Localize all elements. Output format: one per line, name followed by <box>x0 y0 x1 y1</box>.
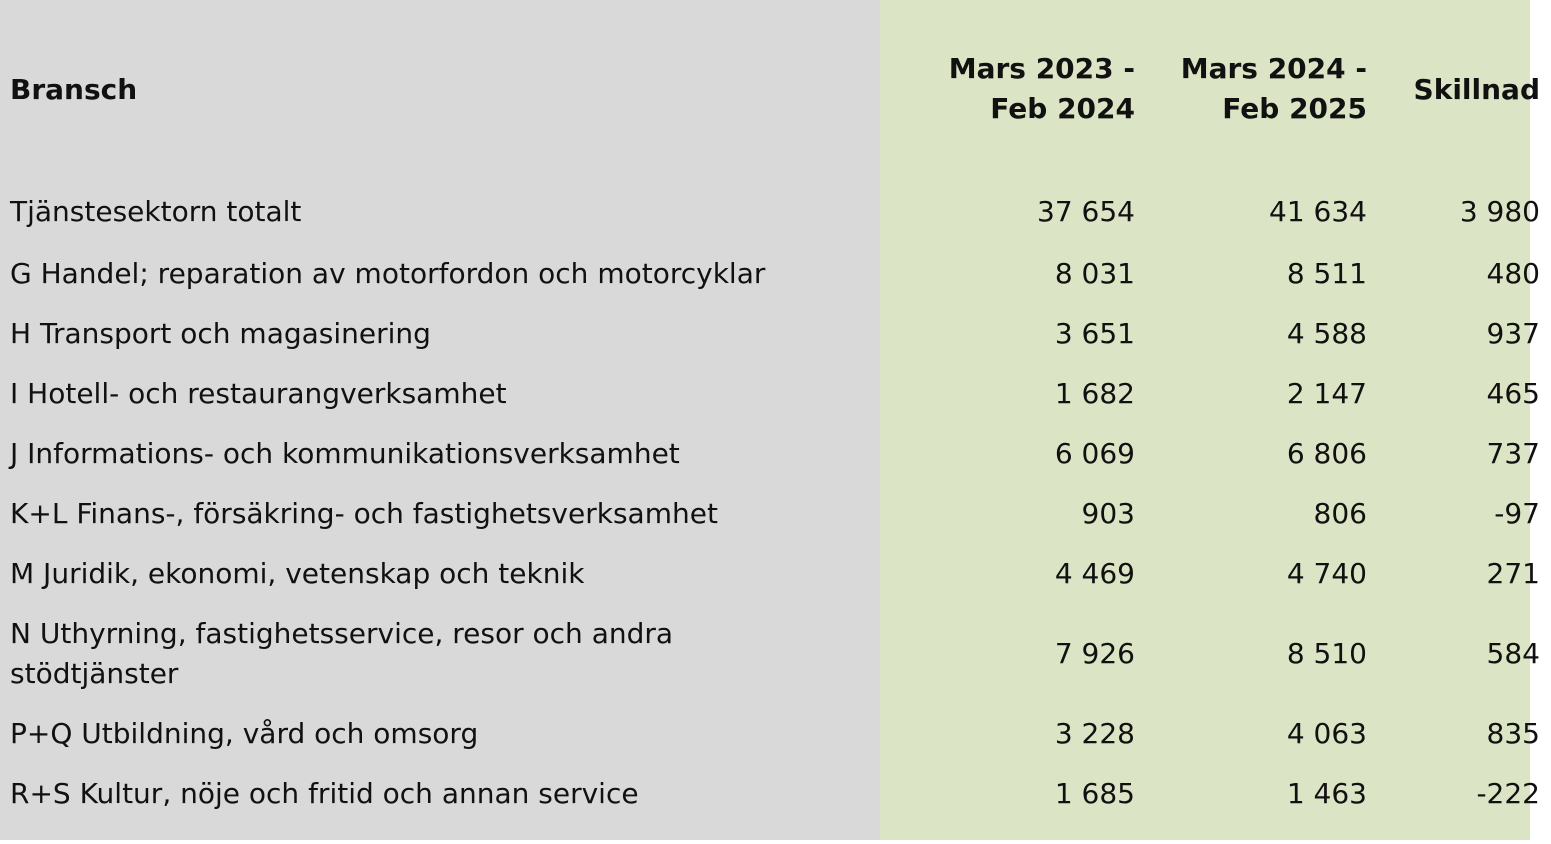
row-value-period-2: 4 063 <box>1286 717 1367 750</box>
row-difference: 465 <box>1486 377 1540 410</box>
row-name: I Hotell- och restaurangverksamhet <box>10 377 507 410</box>
row-name: H Transport och magasinering <box>10 317 431 350</box>
row-value-period-2: 4 588 <box>1286 317 1367 350</box>
row-difference: 480 <box>1486 257 1540 290</box>
table-row <box>0 484 1551 544</box>
row-value-period-1: 3 228 <box>1054 717 1135 750</box>
row-name: M Juridik, ekonomi, vetenskap och teknik <box>10 557 585 590</box>
header-skillnad: Skillnad <box>1413 73 1540 106</box>
row-value-period-2: 2 147 <box>1286 377 1367 410</box>
row-value-period-2: 806 <box>1313 497 1367 530</box>
row-name: N Uthyrning, fastighetsservice, resor och andra stödtjänster <box>10 617 674 690</box>
row-name: G Handel; reparation av motorfordon och motorcyklar <box>10 257 766 290</box>
row-name: P+Q Utbildning, vård och omsorg <box>10 717 479 750</box>
row-value-period-1: 903 <box>1081 497 1135 530</box>
table-row <box>0 244 1551 304</box>
row-difference: 835 <box>1486 717 1540 750</box>
row-name: R+S Kultur, nöje och fritid och annan service <box>10 777 639 810</box>
row-value-period-2: 8 510 <box>1286 637 1367 670</box>
row-value-period-2: 6 806 <box>1286 437 1367 470</box>
table-row <box>0 180 1551 244</box>
row-value-period-1: 1 685 <box>1054 777 1135 810</box>
row-value-period-1: 1 682 <box>1054 377 1135 410</box>
table-row <box>0 424 1551 484</box>
row-value-period-1: 8 031 <box>1054 257 1135 290</box>
header-period-2023-2024 <box>890 0 1135 180</box>
row-name: K+L Finans-, försäkring- och fastighetsverksamhet <box>10 497 718 530</box>
header-bransch: Bransch <box>10 73 138 106</box>
row-value-period-1: 3 651 <box>1054 317 1135 350</box>
header-period-2024-2025 <box>1135 0 1367 180</box>
row-difference: 271 <box>1486 557 1540 590</box>
table-row <box>0 364 1551 424</box>
table-row <box>0 304 1551 364</box>
row-difference: 584 <box>1486 637 1540 670</box>
row-difference: 937 <box>1486 317 1540 350</box>
row-name: J Informations- och kommunikationsverksamhet <box>10 437 680 470</box>
table-row <box>0 544 1551 604</box>
table-row <box>0 704 1551 764</box>
row-value-period-2: 41 634 <box>1269 195 1367 228</box>
header-period-2023-2024-label: Mars 2023 - Feb 2024 <box>948 52 1135 125</box>
row-difference: 737 <box>1486 437 1540 470</box>
table-header-row <box>0 0 1551 180</box>
row-difference: -97 <box>1494 497 1540 530</box>
row-value-period-1: 4 469 <box>1054 557 1135 590</box>
header-period-2024-2025-label: Mars 2024 - Feb 2025 <box>1180 52 1367 125</box>
row-value-period-2: 4 740 <box>1286 557 1367 590</box>
row-value-period-1: 7 926 <box>1054 637 1135 670</box>
row-difference: -222 <box>1476 777 1540 810</box>
row-value-period-2: 8 511 <box>1286 257 1367 290</box>
table-row <box>0 604 1551 704</box>
row-value-period-1: 6 069 <box>1054 437 1135 470</box>
row-value-period-1: 37 654 <box>1037 195 1135 228</box>
row-difference: 3 980 <box>1459 195 1540 228</box>
table-row <box>0 764 1551 824</box>
row-name: Tjänstesektorn totalt <box>10 195 302 228</box>
row-value-period-2: 1 463 <box>1286 777 1367 810</box>
